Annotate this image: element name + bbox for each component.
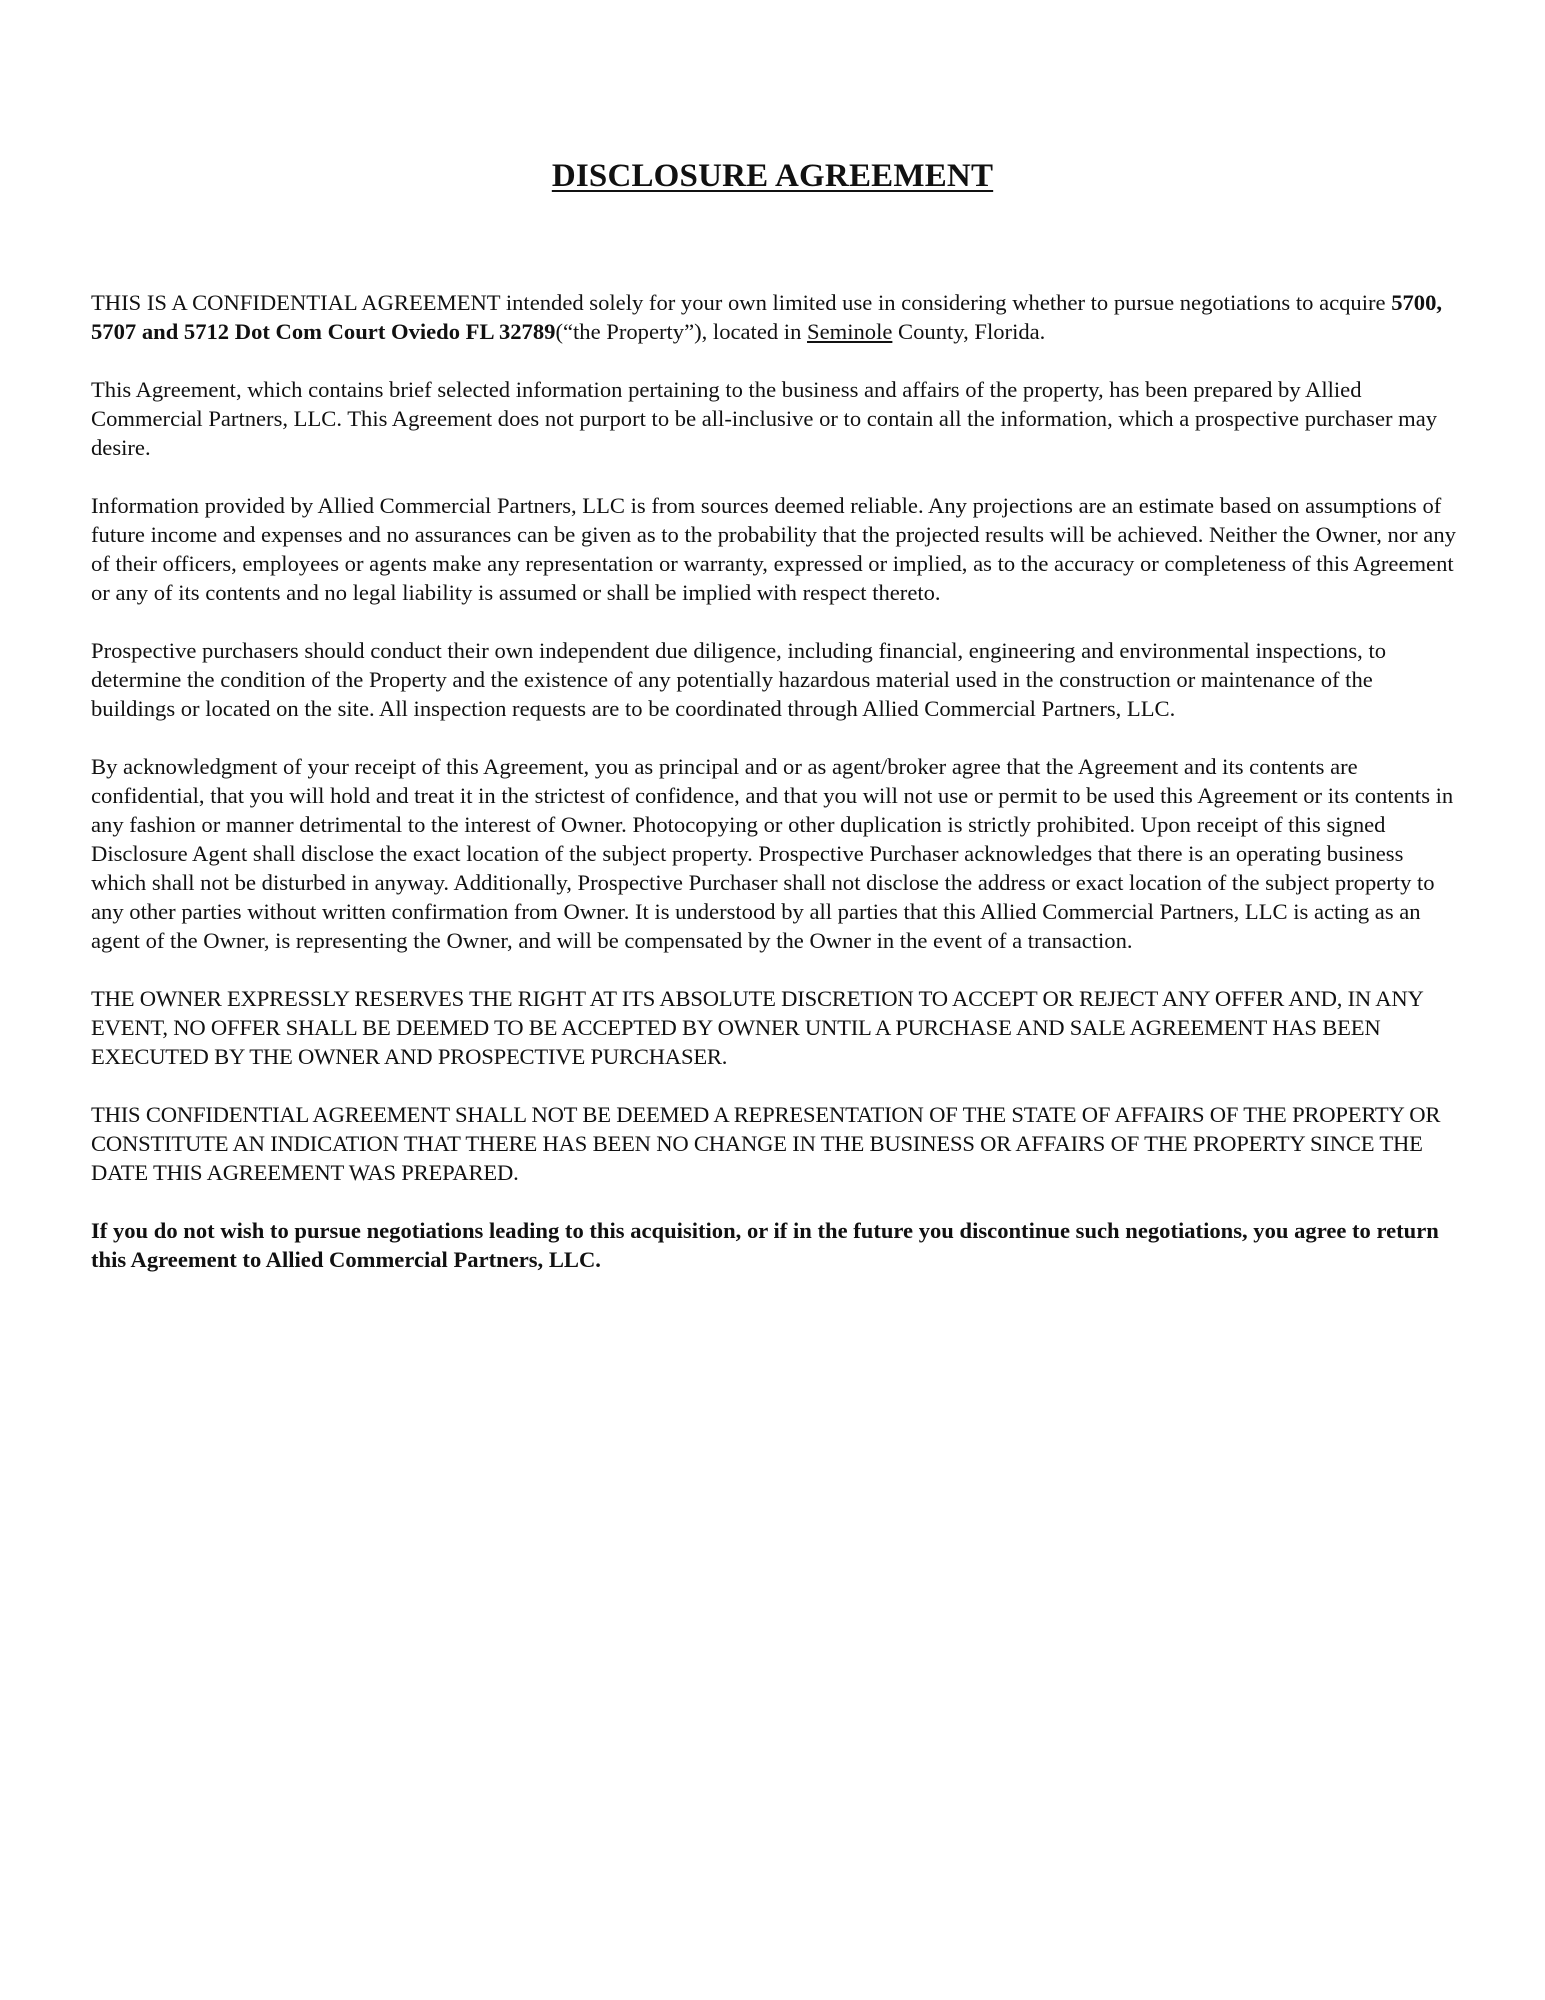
paragraph-no-representation: THIS CONFIDENTIAL AGREEMENT SHALL NOT BE DEEMED A REPRESENTATION OF THE STATE OF AFFAIRS OF THE PROPERTY OR CONSTITUTE AN INDICATION THAT THERE HAS BEEN NO CHANGE IN THE BUSINESS OR AFFAIRS OF THE PROPERTY SINCE THE DATE THIS AGREEMENT WAS PREPARED. <box>91 1102 1441 1185</box>
intro-text: THIS IS A CONFIDENTIAL AGREEMENT intended solely for your own limited use in considering whether to pursue negotiations to acquire <box>91 290 1392 315</box>
property-address: 5700, 5707 and 5712 Dot Com Court Oviedo FL 32789 <box>91 290 1443 344</box>
county-suffix-text: County, Florida. <box>892 319 1046 344</box>
paragraph-due-diligence: Prospective purchasers should conduct their own independent due diligence, including financial, engineering and environmental inspections, to determine the condition of the Property and the existence of any potentially hazardous material used in the construction or maintenance of the buildings or located on the site. All inspection requests are to be coordinated through Allied Commercial Partners, LLC. <box>91 638 1387 721</box>
document-body <box>91 288 1461 1303</box>
property-ref-text: (“the Property”), located in <box>555 319 808 344</box>
paragraph-confidential-intro <box>91 288 1461 346</box>
paragraph-confidentiality-acknowledgment: By acknowledgment of your receipt of this Agreement, you as principal and or as agent/broker agree that the Agreement and its contents are confidential, that you will hold and treat it in the strictest of confidence, and that you will not use or permit to be used this Agreement or its contents in any fashion or manner detrimental to the interest of Owner. Photocopying or other duplication is strictly prohibited. Upon receipt of this signed Disclosure Agent shall disclose the exact location of the subject property. Prospective Purchaser acknowledges that there is an operating business which shall not be disturbed in anyway. Additionally, Prospective Purchaser shall not disclose the address or exact location of the subject property to any other parties without written confirmation from Owner. It is understood by all parties that this Allied Commercial Partners, LLC is acting as an agent of the Owner, is representing the Owner, and will be compensated by the Owner in the event of a transaction. <box>91 754 1454 953</box>
document-title: DISCLOSURE AGREEMENT <box>551 158 994 194</box>
paragraph-return-agreement: If you do not wish to pursue negotiations leading to this acquisition, or if in the future you discontinue such negotiations, you agree to return this Agreement to Allied Commercial Partners, LLC. <box>91 1218 1439 1272</box>
county-name: Seminole <box>807 319 893 344</box>
paragraph-information-reliability: Information provided by Allied Commercial Partners, LLC is from sources deemed reliable. Any projections are an estimate based on assumptions of future income and expenses and no assurances can be given as to the probability that the projected results will be achieved. Neither the Owner, nor any of their officers, employees or agents make any representation or warranty, expressed or implied, as to the accuracy or completeness of this Agreement or any of its contents and no legal liability is assumed or shall be implied with respect thereto. <box>91 493 1456 605</box>
paragraph-agreement-scope: This Agreement, which contains brief selected information pertaining to the business and affairs of the property, has been prepared by Allied Commercial Partners, LLC. This Agreement does not purport to be all-inclusive or to contain all the information, which a prospective purchaser may desire. <box>91 377 1438 460</box>
paragraph-owner-reservation: THE OWNER EXPRESSLY RESERVES THE RIGHT AT ITS ABSOLUTE DISCRETION TO ACCEPT OR REJECT ANY OFFER AND, IN ANY EVENT, NO OFFER SHALL BE DEEMED TO BE ACCEPTED BY OWNER UNTIL A PURCHASE AND SALE AGREEMENT HAS BEEN EXECUTED BY THE OWNER AND PROSPECTIVE PURCHASER. <box>91 986 1423 1069</box>
